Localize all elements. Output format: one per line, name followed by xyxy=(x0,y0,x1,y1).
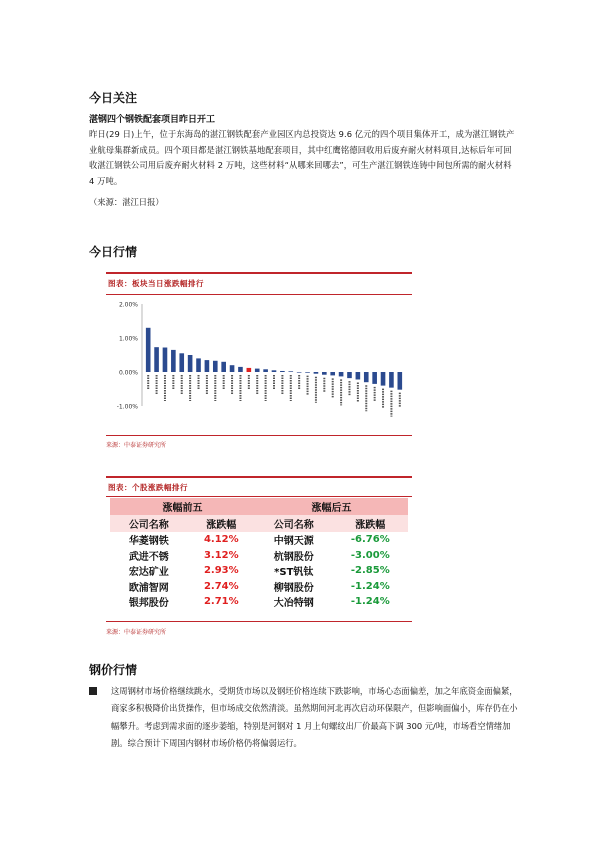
group-header-up: 涨幅前五 xyxy=(110,498,255,515)
up-company: 银邦股份 xyxy=(128,598,169,610)
table-source: 来源：中泰证券研究所 xyxy=(106,629,167,636)
chart-bar xyxy=(247,368,252,372)
table-row xyxy=(110,548,408,564)
up-change: 2.74% xyxy=(203,580,239,592)
chart-bar xyxy=(389,372,394,388)
chart-bar xyxy=(314,372,319,374)
table-row xyxy=(110,563,408,579)
up-change: 2.93% xyxy=(203,565,239,577)
news-headline: 湛钢四个钢铁配套项目昨日开工 xyxy=(89,115,216,125)
stock-rank-table xyxy=(110,498,408,610)
chart-bar xyxy=(297,372,302,373)
news-source: （来源：湛江日报） xyxy=(89,197,164,207)
table-panel-title: 图表：个股涨跌幅排行 xyxy=(108,483,188,492)
chart-bar xyxy=(347,372,352,378)
up-company: 华菱钢铁 xyxy=(128,536,169,548)
chart-bar xyxy=(398,372,403,390)
sector-change-chart-panel xyxy=(106,272,412,458)
chart-bar xyxy=(171,350,176,372)
col-header-name: 公司名称 xyxy=(110,515,188,532)
down-change: -1.24% xyxy=(350,580,390,592)
chart-bar xyxy=(154,347,159,372)
down-change: -3.00% xyxy=(350,549,390,561)
chart-bar xyxy=(230,365,235,372)
chart-bar xyxy=(213,361,218,372)
chart-bar xyxy=(179,353,184,372)
chart-bar xyxy=(263,369,268,372)
col-header-change: 涨跌幅 xyxy=(333,515,408,532)
down-company: *ST钒钛 xyxy=(274,567,314,579)
section-title-news: 今日关注 xyxy=(89,91,138,105)
up-change: 4.12% xyxy=(203,534,239,546)
down-change: -1.24% xyxy=(350,596,390,608)
chart-bar xyxy=(196,358,201,372)
chart-bar xyxy=(188,355,193,372)
panel-title-rule xyxy=(106,294,412,295)
up-change: 2.71% xyxy=(203,596,239,608)
chart-bar xyxy=(339,372,344,376)
down-company: 中钢天源 xyxy=(273,536,314,548)
chart-bar xyxy=(146,328,151,372)
steel-price-body: 这周钢材市场价格继续跳水，受期货市场以及钢坯价格连续下跌影响，市场心态面偏差，加之年底资金面偏紧，商家多积极降价出货操作，但市场成交依然清淡。虽然期间河北再次启动环保限产，但影响面偏小，库存仍在小幅攀升。考虑到需求面的逐步萎缩，特别是河钢对 1 月上旬螺纹出厂价最高下调 300 元/吨，市场看空情绪加剧。综合预计下周国内钢材市场价格仍将偏弱运行。 xyxy=(111,686,518,749)
y-tick-label: -1.00% xyxy=(116,403,138,411)
down-change: -2.85% xyxy=(350,565,390,577)
chart-bar xyxy=(322,372,327,375)
table-row xyxy=(110,594,408,610)
chart-bar xyxy=(255,369,260,372)
down-change: -6.76% xyxy=(350,534,390,546)
chart-bar xyxy=(163,348,168,372)
chart-bar xyxy=(288,371,293,372)
chart-bar xyxy=(280,371,285,372)
up-change: 3.12% xyxy=(203,549,239,561)
panel-title-rule xyxy=(106,496,412,497)
y-tick-label: 0.00% xyxy=(118,369,138,377)
down-company: 柳钢股份 xyxy=(273,582,314,594)
up-company: 武进不锈 xyxy=(128,551,169,563)
chart-panel-title: 图表：板块当日涨跌幅排行 xyxy=(108,279,204,288)
table-row xyxy=(110,532,408,548)
table-row xyxy=(110,579,408,595)
news-body: 昨日(29 日)上午，位于东海岛的湛江钢铁配套产业园区内总投资达 9.6 亿元的四个项目集体开工，成为湛江钢铁产业航母集群新成员。四个项目都是湛江钢铁基地配套项目，其中红鹰铭德回收用后废弃耐火材料项目,达标后年可回收湛江钢铁公司用后废弃耐火材料 2 万吨，这些材料“从哪来回哪去”，可生产湛江钢铁连铸中间包所需的耐火材料 4 万吨。 xyxy=(89,129,515,186)
panel-bottom-rule xyxy=(106,435,412,436)
chart-bar xyxy=(305,372,310,373)
y-tick-label: 1.00% xyxy=(118,335,138,343)
section-title-market: 今日行情 xyxy=(89,245,138,259)
up-company: 宏达矿业 xyxy=(128,567,169,579)
chart-bar xyxy=(356,372,361,379)
panel-bottom-rule xyxy=(106,621,412,622)
chart-bar xyxy=(364,372,369,382)
down-company: 杭钢股份 xyxy=(273,551,314,563)
up-company: 欧浦智网 xyxy=(128,582,169,594)
chart-bar xyxy=(381,372,386,386)
y-tick-label: 2.00% xyxy=(118,301,138,309)
sector-bar-chart xyxy=(106,296,412,431)
group-header-down: 涨幅后五 xyxy=(255,498,408,515)
chart-bar xyxy=(221,362,226,372)
col-header-name: 公司名称 xyxy=(255,515,333,532)
chart-bar xyxy=(372,372,377,384)
stock-rank-table-panel xyxy=(106,476,412,644)
down-company: 大冶特钢 xyxy=(273,598,314,610)
square-bullet-icon xyxy=(89,687,97,695)
section-title-steel: 钢价行情 xyxy=(89,663,138,677)
col-header-change: 涨跌幅 xyxy=(188,515,255,532)
chart-source: 来源：中泰证券研究所 xyxy=(106,442,167,449)
chart-bar xyxy=(330,372,335,375)
chart-bar xyxy=(238,367,243,372)
panel-top-rule xyxy=(106,476,412,478)
chart-bar xyxy=(272,370,277,372)
panel-top-rule xyxy=(106,272,412,274)
chart-bar xyxy=(205,360,210,372)
